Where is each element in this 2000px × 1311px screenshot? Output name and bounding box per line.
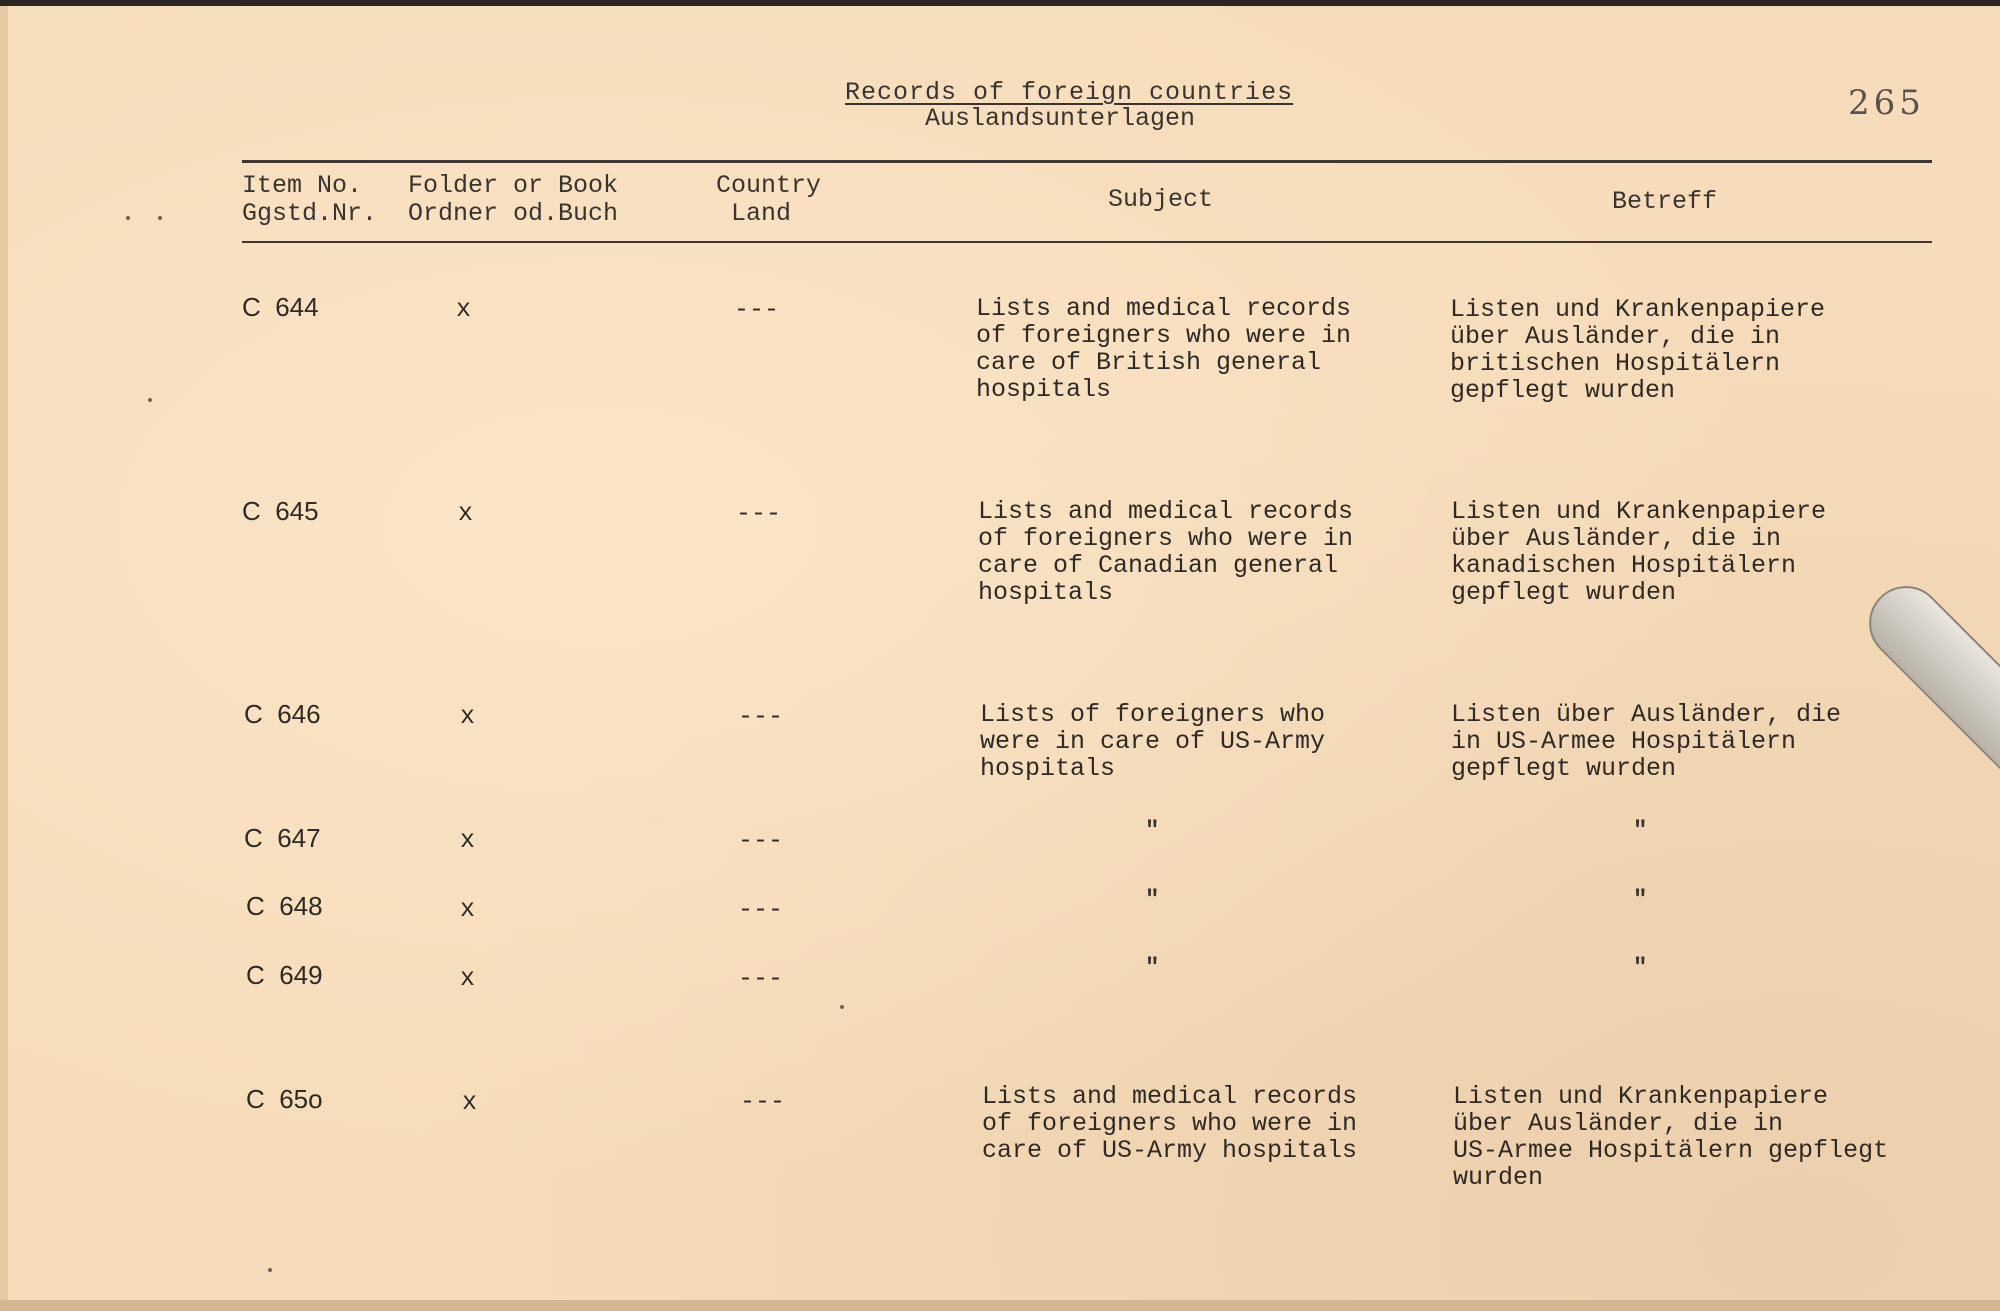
header-top-rule: [242, 160, 1932, 163]
paper-speck: [840, 1005, 844, 1009]
row-648-item: C 648: [246, 891, 323, 921]
row-647-betreff-ditto: ": [1633, 818, 1648, 845]
column-header-folder: Folder or Book Ordner od.Buch: [408, 171, 619, 228]
column-header-subject: Subject: [1108, 185, 1214, 214]
page-number: 265: [1848, 83, 1925, 123]
row-647-country: ---: [738, 826, 784, 855]
row-644-folder: x: [456, 295, 472, 324]
row-650-betreff: Listen und Krankenpapiere über Ausländer, die in US-Armee Hospitälern gepflegt wurden: [1453, 1082, 1889, 1192]
page-title: Records of foreign countries: [845, 78, 1294, 107]
row-645-betreff: Listen und Krankenpapiere über Ausländer, die in kanadischen Hospitälern gepflegt wurden: [1451, 497, 1827, 607]
header-bottom-rule: [242, 241, 1932, 243]
paper-speck: [158, 216, 162, 220]
column-header-betreff: Betreff: [1612, 187, 1718, 216]
row-644-betreff: Listen und Krankenpapiere über Ausländer, die in britischen Hospitälern gepflegt wurden: [1450, 295, 1826, 405]
row-644-country: ---: [734, 295, 780, 324]
row-645-folder: x: [458, 499, 474, 528]
row-649-item: C 649: [246, 960, 323, 990]
row-646-betreff: Listen über Ausländer, die in US-Armee Hospitälern gepflegt wurden: [1451, 700, 1842, 783]
row-649-folder: x: [460, 964, 476, 993]
row-644-item: C 644: [242, 292, 319, 322]
column-header-country: Country Land: [716, 171, 822, 228]
row-647-item: C 647: [244, 823, 321, 853]
row-645-item: C 645: [242, 496, 319, 526]
row-649-betreff-ditto: ": [1633, 955, 1648, 982]
row-644-subject: Lists and medical records of foreigners who were in care of British general hospitals: [976, 294, 1352, 404]
row-648-folder: x: [460, 895, 476, 924]
row-646-subject: Lists of foreigners who were in care of US-Army hospitals: [980, 700, 1326, 783]
row-648-subject-ditto: ": [1145, 887, 1160, 914]
row-649-country: ---: [738, 964, 784, 993]
row-646-item: C 646: [244, 699, 321, 729]
paper-speck: [126, 216, 130, 220]
row-646-country: ---: [738, 702, 784, 731]
row-648-betreff-ditto: ": [1633, 887, 1648, 914]
paper-speck: [148, 398, 152, 402]
row-650-folder: x: [462, 1088, 478, 1117]
row-650-item: C 65o: [246, 1084, 323, 1114]
row-650-country: ---: [740, 1087, 786, 1116]
row-647-subject-ditto: ": [1145, 818, 1160, 845]
row-647-folder: x: [460, 826, 476, 855]
row-645-country: ---: [736, 499, 782, 528]
page-subtitle: Auslandsunterlagen: [925, 104, 1196, 133]
column-header-item: Item No. Ggstd.Nr.: [242, 171, 378, 228]
page-bottom-edge: [0, 1300, 2000, 1311]
row-648-country: ---: [738, 895, 784, 924]
row-649-subject-ditto: ": [1145, 955, 1160, 982]
page-left-edge: [0, 6, 8, 1306]
row-645-subject: Lists and medical records of foreigners who were in care of Canadian general hospitals: [978, 497, 1354, 607]
row-646-folder: x: [460, 702, 476, 731]
row-650-subject: Lists and medical records of foreigners who were in care of US-Army hospitals: [982, 1082, 1358, 1165]
paper-speck: [268, 1268, 272, 1272]
